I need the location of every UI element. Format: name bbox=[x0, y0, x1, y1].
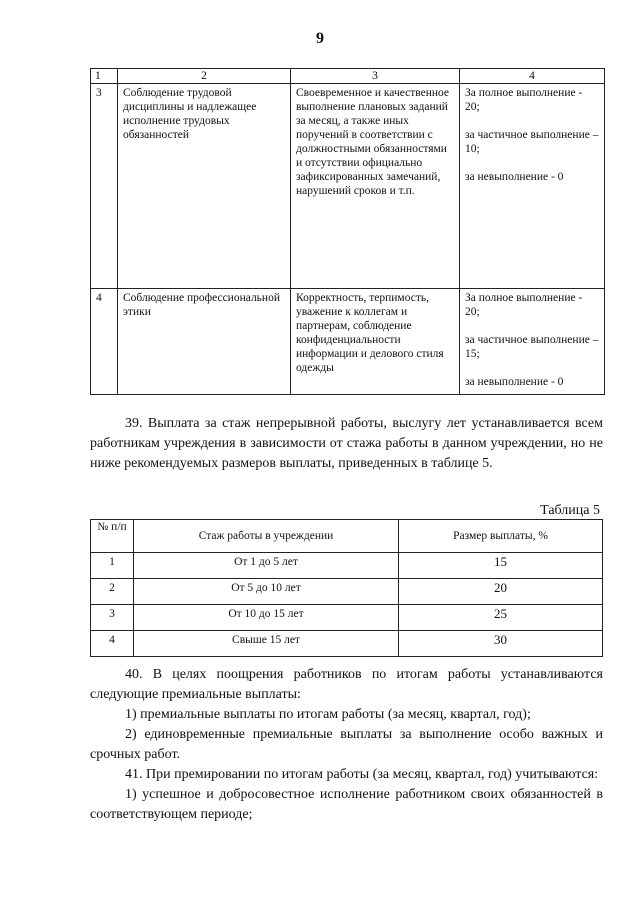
condition-cell: Корректность, терпимость, уважение к коллегам и партнерам, соблюдение конфиденциальности информации и делового стиля одежды bbox=[291, 289, 460, 395]
header-cell-stage: Стаж работы в учреждении bbox=[134, 520, 399, 553]
row-number: 4 bbox=[91, 289, 118, 395]
table-row bbox=[91, 553, 603, 579]
score-line: За полное выполнение - 20; bbox=[465, 87, 583, 113]
stage-cell: От 1 до 5 лет bbox=[134, 553, 399, 579]
page-number: 9 bbox=[316, 30, 324, 47]
table-header-row bbox=[91, 69, 605, 84]
table-row bbox=[91, 579, 603, 605]
header-cell: 4 bbox=[460, 69, 605, 84]
row-number: 4 bbox=[91, 631, 134, 657]
score-line: за частичное выполнение – 10; bbox=[465, 129, 599, 155]
size-cell: 30 bbox=[399, 631, 603, 657]
row-number: 3 bbox=[91, 84, 118, 289]
header-cell-number: № п/п bbox=[91, 520, 134, 553]
paragraph-41: 41. При премировании по итогам работы (за месяц, квартал, год) учитываются: bbox=[125, 767, 599, 782]
paragraph-39: 39. Выплата за стаж непрерывной работы, выслугу лет устанавливается всем работникам учреждения в зависимости от стажа работы в данном учреждении, но не ниже рекомендуемых размеров выплаты, приведенных в таблице 5. bbox=[90, 416, 603, 471]
stage-cell: От 5 до 10 лет bbox=[134, 579, 399, 605]
score-cell bbox=[460, 289, 605, 395]
header-cell-size: Размер выплаты, % bbox=[399, 520, 603, 553]
criterion-cell: Соблюдение профессиональной этики bbox=[118, 289, 291, 395]
table-header-row bbox=[91, 520, 603, 553]
list-item: 1) успешное и добросовестное исполнение работником своих обязанностей в соответствующем периоде; bbox=[90, 787, 603, 822]
score-line: за частичное выполнение – 15; bbox=[465, 334, 599, 360]
score-line: За полное выполнение - 20; bbox=[465, 292, 583, 318]
row-number: 1 bbox=[91, 553, 134, 579]
list-item: 1) премиальные выплаты по итогам работы (за месяц, квартал, год); bbox=[125, 707, 531, 722]
seniority-table bbox=[90, 519, 603, 657]
row-number: 3 bbox=[91, 605, 134, 631]
row-number: 2 bbox=[91, 579, 134, 605]
stage-cell: Свыше 15 лет bbox=[134, 631, 399, 657]
stage-cell: От 10 до 15 лет bbox=[134, 605, 399, 631]
table-row bbox=[91, 605, 603, 631]
size-cell: 25 bbox=[399, 605, 603, 631]
list-item: 2) единовременные премиальные выплаты за выполнение особо важных и срочных работ. bbox=[90, 727, 603, 762]
header-cell: 1 bbox=[91, 69, 118, 84]
paragraph-40: 40. В целях поощрения работников по итогам работы устанавливаются следующие премиальные выплаты: bbox=[90, 667, 603, 702]
score-line: за невыполнение - 0 bbox=[465, 376, 564, 388]
criteria-table bbox=[90, 68, 605, 395]
size-cell: 20 bbox=[399, 579, 603, 605]
paragraphs-40-41 bbox=[90, 665, 603, 825]
criterion-cell: Соблюдение трудовой дисциплины и надлежащее исполнение трудовых обязанностей bbox=[118, 84, 291, 289]
table-row bbox=[91, 84, 605, 289]
score-line: за невыполнение - 0 bbox=[465, 171, 564, 183]
condition-cell: Своевременное и качественное выполнение плановых заданий за месяц, а также иных поручений в соответствии с должностными обязанностями и отсутствии официально зафиксированных замечаний, нарушений сроков и т.п. bbox=[291, 84, 460, 289]
table-5-caption: Таблица 5 bbox=[540, 503, 600, 518]
score-cell bbox=[460, 84, 605, 289]
table-row bbox=[91, 631, 603, 657]
table-row bbox=[91, 289, 605, 395]
header-cell: 3 bbox=[291, 69, 460, 84]
header-cell: 2 bbox=[118, 69, 291, 84]
size-cell: 15 bbox=[399, 553, 603, 579]
